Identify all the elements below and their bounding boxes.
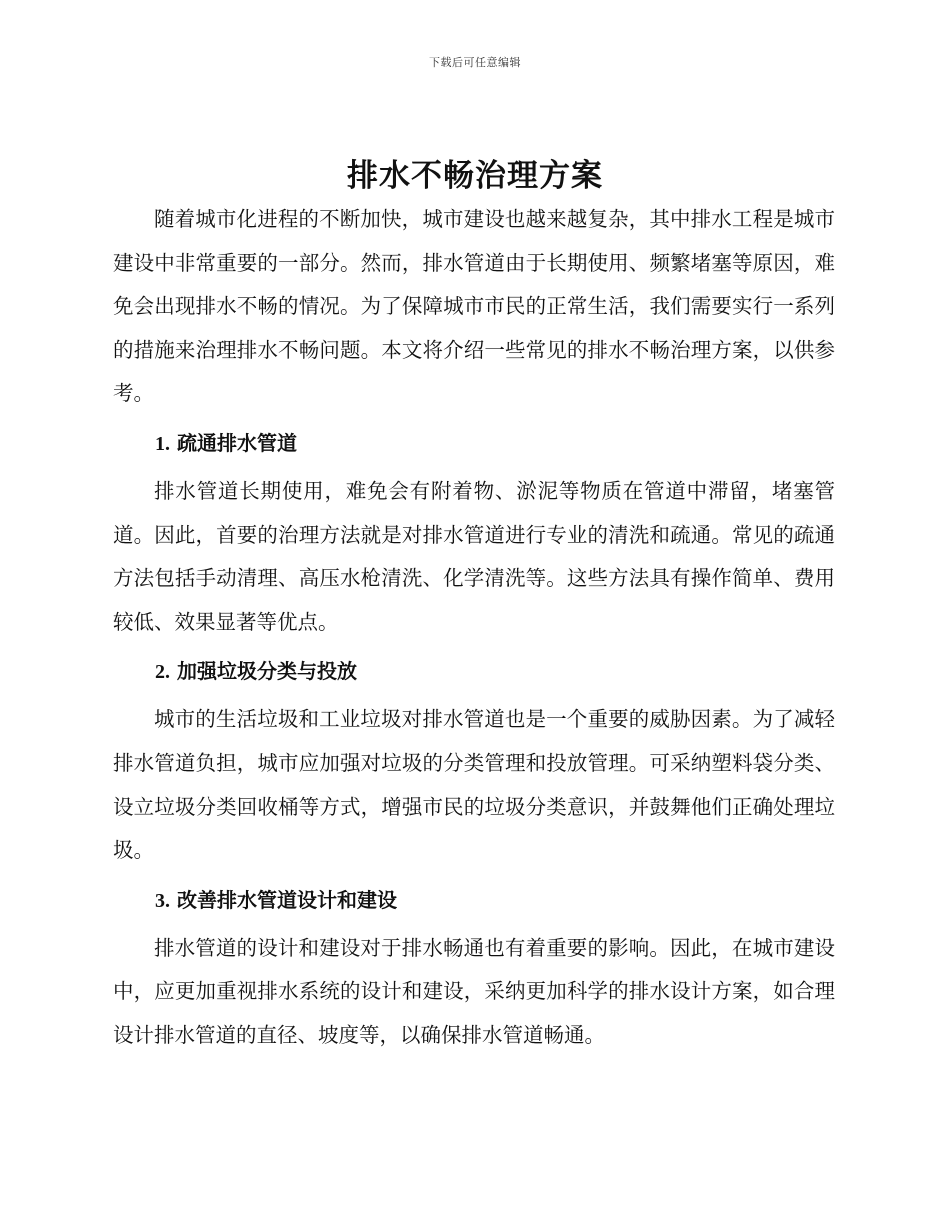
section-heading-text: 疏通排水管道 — [176, 430, 297, 455]
section-number: 3. — [155, 889, 170, 912]
section-paragraph-3: 排水管道的设计和建设对于排水畅通也有着重要的影响。因此，在城市建设中，应更加重视排水系统的设计和建设，采纳更加科学的排水设计方案，如合理设计排水管道的直径、坡度等，以确保排水管道畅通。 — [113, 935, 835, 1047]
section-heading-2 — [155, 657, 835, 686]
section-number: 1. — [155, 432, 170, 455]
section-paragraph-1: 排水管道长期使用，难免会有附着物、淤泥等物质在管道中滞留，堵塞管道。因此，首要的治理方法就是对排水管道进行专业的清洗和疏通。常见的疏通方法包括手动清理、高压水枪清洗、化学清洗等。这些方法具有操作简单、费用较低、效果显著等优点。 — [113, 478, 835, 634]
section-paragraph-2: 城市的生活垃圾和工业垃圾对排水管道也是一个重要的威胁因素。为了减轻排水管道负担，城市应加强对垃圾的分类管理和投放管理。可采纳塑料袋分类、设立垃圾分类回收桶等方式，增强市民的垃圾分类意识，并鼓舞他们正确处理垃圾。 — [113, 707, 835, 863]
document-title: 排水不畅治理方案 — [347, 158, 603, 194]
section-heading-1 — [155, 429, 835, 458]
document-body — [113, 198, 835, 1058]
page-header-note: 下载后可任意编辑 — [429, 56, 521, 69]
section-heading-3 — [155, 886, 835, 915]
section-heading-text: 改善排水管道设计和建设 — [176, 887, 397, 912]
section-heading-text: 加强垃圾分类与投放 — [176, 659, 357, 684]
intro-paragraph: 随着城市化进程的不断加快，城市建设也越来越复杂，其中排水工程是城市建设中非常重要的一部分。然而，排水管道由于长期使用、频繁堵塞等原因，难免会出现排水不畅的情况。为了保障城市市民的正常生活，我们需要实行一系列的措施来治理排水不畅问题。本文将介绍一些常见的排水不畅治理方案，以供参考。 — [113, 207, 835, 406]
section-number: 2. — [155, 661, 170, 684]
